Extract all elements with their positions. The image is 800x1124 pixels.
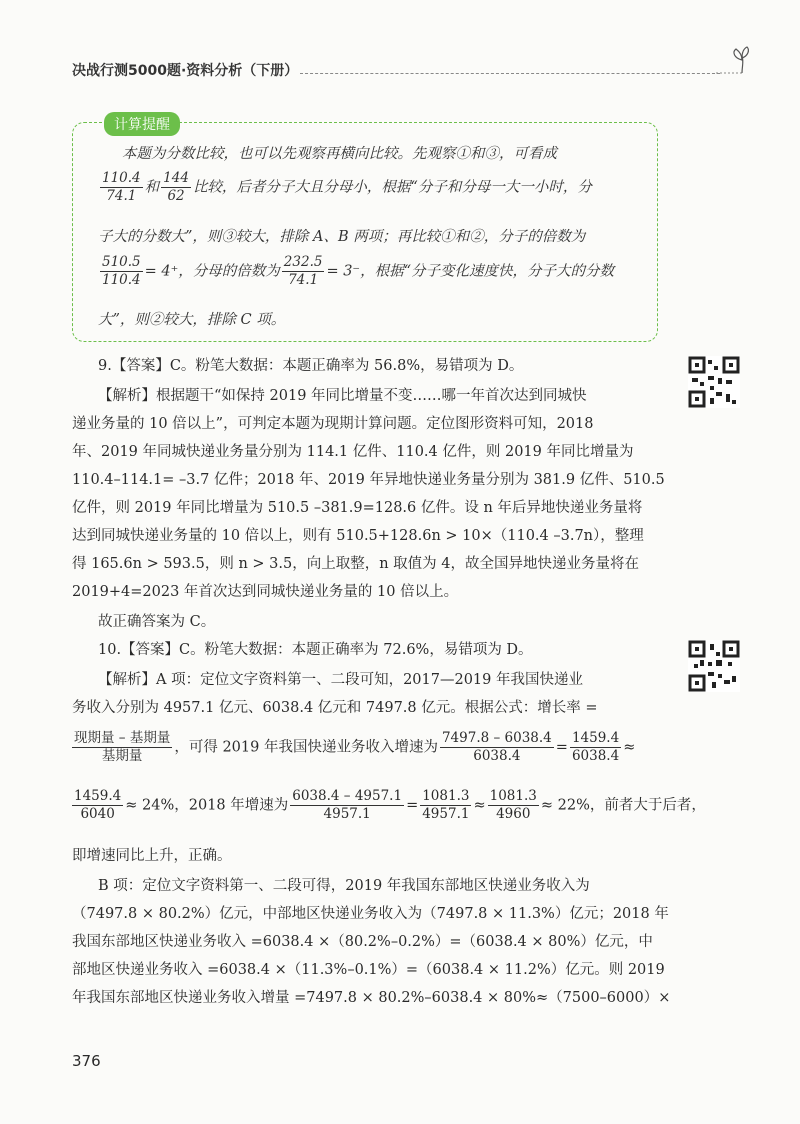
fraction: $\frac{1081.3}{4957.1}$ xyxy=(422,788,470,822)
fraction: $\frac{7497.8 - 6038.4}{6038.4}$ xyxy=(441,730,552,764)
fraction: $\frac{1081.3}{4960}$ xyxy=(489,788,537,822)
q10-b-line: 部地区快递业务收入 =6038.4 ×（11.3%–0.1%）=（6038.4 × 11.2%）亿元。则 2019 xyxy=(72,962,665,978)
calc-tip-tag: 计算提醒 xyxy=(104,112,180,136)
tip-line-4: $\frac{510.5}{110.4}$ = 4⁺，分母的倍数为 $\frac{232.5}{74.1}$ = 3⁻，根据“分子变化速度快，分子大的分数 xyxy=(102,254,615,288)
q10-b-line: （7497.8 × 80.2%）亿元，中部地区快递业务收入为（7497.8 × 11.3%）亿元；2018 年 xyxy=(72,906,669,922)
fraction: $\frac{144}{62}$ xyxy=(163,170,189,204)
q9-line: 得 165.6n > 593.5，则 n > 3.5，向上取整，n 取值为 4，故全国异地快递业务量将在 xyxy=(72,556,639,572)
tip-line-5: 大”，则②较大，排除 C 项。 xyxy=(98,312,286,328)
fraction: $\frac{6038.4 - 4957.1}{4957.1}$ xyxy=(292,788,403,822)
sprout-icon xyxy=(712,40,752,80)
q9-answer: 9.【答案】C。粉笔大数据：本题正确率为 56.8%，易错项为 D。 xyxy=(98,358,524,374)
fraction: $\frac{\text{现期量 – 基期量}}{\text{基期量}}$ xyxy=(74,730,171,764)
running-header: 决战行测5000题·资料分析（下册） xyxy=(72,63,299,79)
tip-line-3: 子大的分数大”，则③较大，排除 A、B 两项；再比较①和②，分子的倍数为 xyxy=(98,229,586,245)
q10-line: 【解析】A 项：定位文字资料第一、二段可知，2017—2019 年我国快递业 xyxy=(98,672,583,688)
q10-formula-line: $\frac{\text{现期量 – 基期量}}{\text{基期量}}$ ，可得 2019 年我国快递业务收入增速为 $\frac{7497.8 - 6038.4}{6038.4}$ = $\frac{1459.4}{6038.4}$ ≈ xyxy=(74,730,636,764)
q10-b-line: 年我国东部地区快递业务收入增量 =7497.8 × 80.2%–6038.4 × 80%≈（7500–6000）× xyxy=(72,990,671,1006)
fraction: $\frac{232.5}{74.1}$ xyxy=(283,254,323,288)
fraction: $\frac{110.4}{74.1}$ xyxy=(102,170,141,204)
qr-code-icon[interactable] xyxy=(688,640,740,692)
q9-line: 亿件，则 2019 年同比增量为 510.5 –381.9=128.6 亿件。设 n 年后异地快递业务量将 xyxy=(72,500,643,516)
q10-b-line: 我国东部地区快递业务收入 =6038.4 ×（80.2%–0.2%）=（6038.4 × 80%）亿元，中 xyxy=(72,934,653,950)
fraction: $\frac{510.5}{110.4}$ xyxy=(102,254,141,288)
q10-b-line: B 项：定位文字资料第一、二段可得，2019 年我国东部地区快递业务收入为 xyxy=(98,878,590,894)
fraction: $\frac{1459.4}{6040}$ xyxy=(74,788,122,822)
q10-line: 即增速同比上升，正确。 xyxy=(72,848,232,864)
fraction: $\frac{1459.4}{6038.4}$ xyxy=(571,730,620,764)
qr-code-icon[interactable] xyxy=(688,356,740,408)
q10-formula-line-2: $\frac{1459.4}{6040}$ ≈ 24%，2018 年增速为 $\frac{6038.4 - 4957.1}{4957.1}$ = $\frac{1081.3}{4957.1}$ ≈ $\frac{1081.3}{4960}$ ≈ 22%，前者大于后者， xyxy=(74,788,706,822)
q9-line: 2019+4=2023 年首次达到同城快递业务量的 10 倍以上。 xyxy=(72,584,459,600)
q9-line: 达到同城快递业务量的 10 倍以上，则有 510.5+128.6n > 10×（110.4 –3.7n），整理 xyxy=(72,528,644,544)
q9-line: 【解析】根据题干“如保持 2019 年同比增量不变……哪一年首次达到同城快 xyxy=(98,388,587,404)
q10-line: 务收入分别为 4957.1 亿元、6038.4 亿元和 7497.8 亿元。根据公式：增长率 = xyxy=(72,700,598,716)
tip-line-1: 本题为分数比较，也可以先观察再横向比较。先观察①和③，可看成 xyxy=(122,146,557,162)
q9-line: 年、2019 年同城快递业务量分别为 114.1 亿件、110.4 亿件，则 2019 年同比增量为 xyxy=(72,444,634,460)
q9-conclusion: 故正确答案为 C。 xyxy=(98,614,216,630)
q9-line: 递业务量的 10 倍以上”，可判定本题为现期计算问题。定位图形资料可知，2018 xyxy=(72,416,594,432)
header-rule xyxy=(300,73,720,74)
tip-line-2: $\frac{110.4}{74.1}$ 和 $\frac{144}{62}$ 比较，后者分子大且分母小，根据“分子和分母一大一小时，分 xyxy=(102,170,592,204)
page-number: 376 xyxy=(72,1052,101,1070)
q10-answer: 10.【答案】C。粉笔大数据：本题正确率为 72.6%，易错项为 D。 xyxy=(98,642,533,658)
q9-line: 110.4–114.1= –3.7 亿件；2018 年、2019 年异地快递业务量分别为 381.9 亿件、510.5 xyxy=(72,472,665,488)
